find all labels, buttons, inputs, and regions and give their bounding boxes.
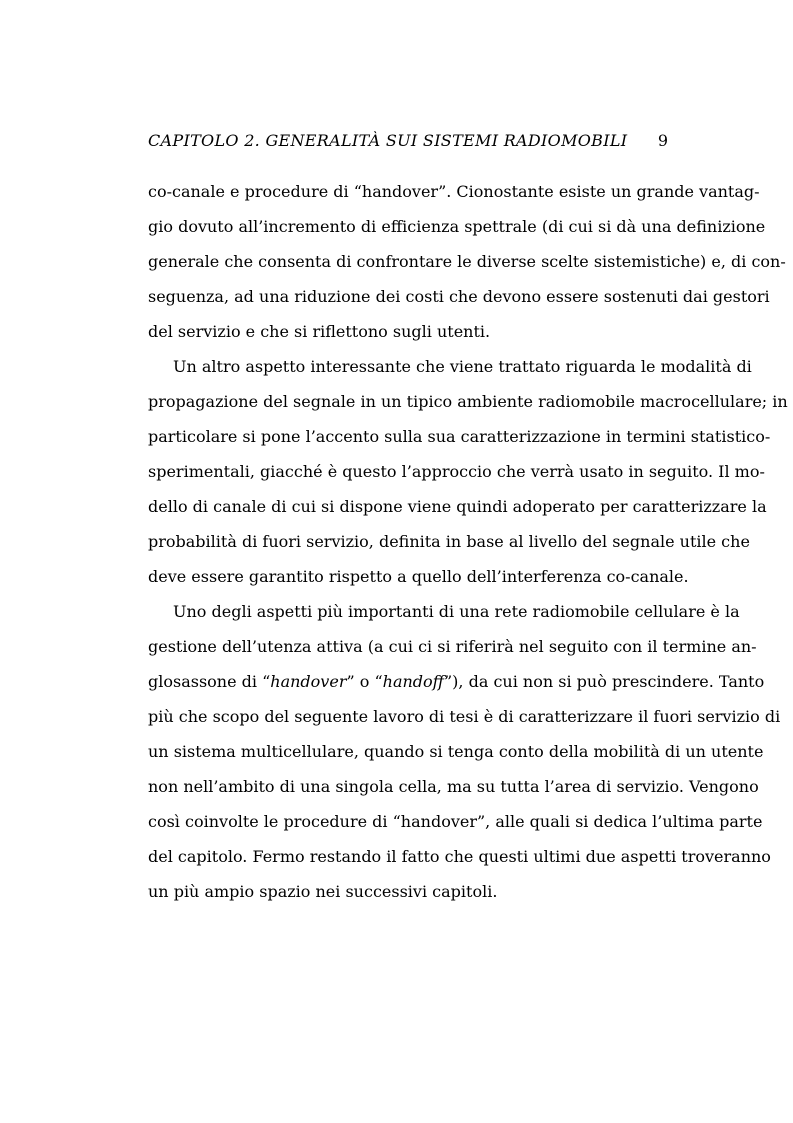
paragraph-1-line-4: seguenza, ad una riduzione dei costi che devono essere sostenuti dai gestori [148, 287, 770, 306]
page-number: 9 [657, 131, 668, 150]
paragraph-3-line-8: del capitolo. Fermo restando il fatto che questi ultimi due aspetti troveranno [148, 847, 771, 866]
paragraph-3-line-5: un sistema multicellulare, quando si tenga conto della mobilità di un utente [148, 742, 764, 761]
line-text: glosassone di “ [148, 672, 271, 691]
paragraph-3-line-6: non nell’ambito di una singola cella, ma su tutta l’area di servizio. Vengono [148, 777, 759, 796]
paragraph-1-line-3: generale che consenta di confrontare le diverse scelte sistemistiche) e, di con- [148, 252, 786, 271]
paragraph-3-line-2: gestione dell’utenza attiva (a cui ci si riferirà nel seguito con il termine an- [148, 637, 757, 656]
paragraph-3-line-9: un più ampio spazio nei successivi capitoli. [148, 882, 498, 901]
paragraph-2-line-7: deve essere garantito rispetto a quello dell’interferenza co-canale. [148, 567, 689, 586]
line-text: ”), da cui non si può prescindere. Tanto [444, 672, 765, 691]
paragraph-3-line-7: così coinvolte le procedure di “handover”, alle quali si dedica l’ultima parte [148, 812, 763, 831]
chapter-title: CAPITOLO 2. GENERALITÀ SUI SISTEMI RADIOMOBILI [148, 131, 628, 150]
paragraph-2-line-2: propagazione del segnale in un tipico ambiente radiomobile macrocellulare; in [148, 392, 788, 411]
paragraph-2-line-4: sperimentali, giacché è questo l’approccio che verrà usato in seguito. Il mo- [148, 462, 765, 481]
paragraph-2-line-6: probabilità di fuori servizio, definita in base al livello del segnale utile che [148, 532, 750, 551]
paragraph-2-line-1: Un altro aspetto interessante che viene trattato riguarda le modalità di [173, 357, 752, 376]
paragraph-2-line-3: particolare si pone l’accento sulla sua caratterizzazione in termini statistico- [148, 427, 771, 446]
paragraph-3-line-4: più che scopo del seguente lavoro di tesi è di caratterizzare il fuori servizio di [148, 707, 781, 726]
paragraph-1-line-2: gio dovuto all’incremento di efficienza spettrale (di cui si dà una definizione [148, 217, 766, 236]
paragraph-3-line-1: Uno degli aspetti più importanti di una rete radiomobile cellulare è la [173, 602, 740, 621]
paragraph-2-line-5: dello di canale di cui si dispone viene quindi adoperato per caratterizzare la [148, 497, 767, 516]
paragraph-1-line-5: del servizio e che si riflettono sugli utenti. [148, 322, 491, 341]
italic-term-handover: handover [270, 672, 347, 691]
italic-term-handoff: handoff [382, 672, 444, 691]
paragraph-1-line-1: co-canale e procedure di “handover”. Cionostante esiste un grande vantag- [148, 182, 760, 201]
running-header [148, 131, 668, 155]
paragraph-3-line-3 [148, 672, 765, 692]
line-text: ” o “ [346, 672, 383, 691]
